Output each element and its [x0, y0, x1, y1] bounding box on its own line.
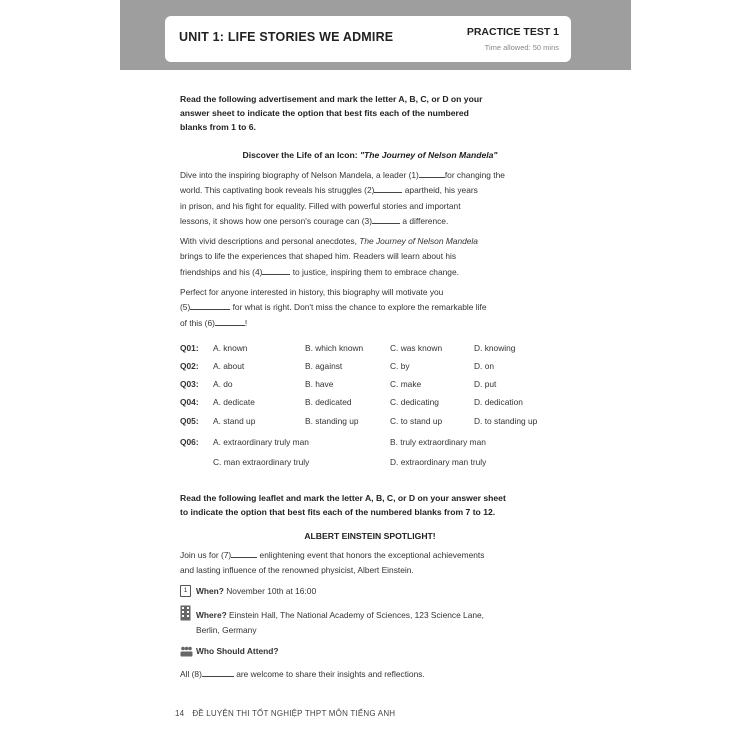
question-row: [180, 361, 580, 379]
para-line: [180, 316, 560, 331]
option-a[interactable]: A. dedicate: [213, 397, 255, 407]
when-label: When?: [196, 586, 224, 596]
instruction-line: answer sheet to indicate the option that best fits each of the numbered: [180, 108, 469, 118]
text: world. This captivating book reveals his struggles (2): [180, 185, 375, 196]
section1-instruction: [180, 92, 560, 134]
book-title-italic: The Journey of Nelson Mandela: [359, 236, 478, 246]
blank-2: [374, 183, 402, 193]
where-value: Einstein Hall, The National Academy of Sciences, 123 Science Lane,: [226, 610, 485, 620]
option-a[interactable]: A. stand up: [213, 416, 256, 426]
unit-title: UNIT 1: LIFE STORIES WE ADMIRE: [179, 30, 394, 44]
instruction-line: Read the following leaflet and mark the letter A, B, C, or D on your answer sheet: [180, 493, 506, 503]
para-line: Perfect for anyone interested in history, this biography will motivate you: [180, 287, 444, 297]
option-c[interactable]: C. man extraordinary truly: [213, 457, 310, 467]
blank-5: [190, 300, 230, 310]
question-row: [180, 379, 580, 397]
who-line: [196, 646, 279, 656]
question-number: Q05:: [180, 416, 199, 426]
header-band: [120, 0, 631, 70]
text: for changing the: [444, 170, 505, 180]
blank-3: [372, 214, 400, 224]
text: With vivid descriptions and personal anecdotes,: [180, 236, 360, 246]
para-line: [180, 234, 560, 249]
text: for what is right. Don't miss the chance to explore the remarkable life: [232, 302, 487, 313]
text: Dive into the inspiring biography of Nelson Mandela, a leader (1): [180, 170, 419, 180]
option-d[interactable]: D. put: [474, 379, 497, 389]
text: to justice, inspiring them to embrace change.: [292, 266, 459, 277]
option-b[interactable]: B. truly extraordinary man: [390, 437, 486, 447]
para-line: [180, 265, 560, 280]
text: a difference.: [402, 215, 449, 226]
blank-1: [419, 168, 445, 178]
para-line: [180, 183, 560, 198]
blank-7: [231, 548, 257, 558]
paragraph-2: [180, 234, 560, 280]
para-line: in prison, and his fight for equality. Filled with powerful stories and important: [180, 200, 461, 211]
option-b[interactable]: B. against: [305, 361, 343, 371]
header-box: [165, 16, 571, 62]
text: lessons, it shows how one person's courage can (3): [180, 215, 372, 226]
option-b[interactable]: B. dedicated: [305, 397, 352, 407]
question-number: Q03:: [180, 379, 199, 389]
page-number: 14: [175, 709, 185, 718]
leaflet-intro: [180, 548, 560, 579]
paragraph-3: [180, 285, 560, 331]
title-italic: "The Journey of Nelson Mandela": [359, 150, 498, 160]
option-b[interactable]: B. which known: [305, 343, 364, 353]
question-row: [180, 416, 580, 434]
option-c[interactable]: C. make: [390, 379, 422, 389]
option-c[interactable]: C. to stand up: [390, 416, 443, 426]
option-c[interactable]: C. dedicating: [390, 397, 439, 407]
text: are welcome to share their insights and reflections.: [236, 669, 425, 679]
test-title: PRACTICE TEST 1: [466, 26, 559, 38]
where-value-2: Berlin, Germany: [196, 625, 257, 635]
blank-4: [262, 265, 290, 275]
text: All (8): [180, 669, 202, 679]
question-number: Q04:: [180, 397, 199, 407]
text: Join us for (7): [180, 550, 232, 560]
blank-8: [202, 667, 234, 677]
option-d[interactable]: D. on: [474, 361, 495, 371]
where-row: [196, 608, 484, 623]
option-a[interactable]: A. known: [213, 343, 248, 353]
text: !: [244, 317, 248, 328]
para-line: [180, 548, 560, 563]
question-number: Q01:: [180, 343, 199, 353]
option-c[interactable]: C. was known: [390, 343, 443, 353]
question-number: Q02:: [180, 361, 199, 371]
option-a[interactable]: A. do: [213, 379, 233, 389]
option-d[interactable]: D. to standing up: [474, 416, 538, 426]
where-label: Where?: [196, 610, 227, 620]
text: enlightening event that honors the exceptional achievements: [259, 550, 485, 560]
para-line: [180, 300, 560, 315]
option-c[interactable]: C. by: [390, 361, 410, 371]
all-line: [180, 667, 425, 679]
question-row: [180, 397, 580, 415]
title-prefix: Discover the Life of an Icon:: [242, 150, 360, 160]
blank-6: [215, 316, 248, 328]
who-label: Who Should Attend?: [196, 646, 279, 656]
paragraph-1: [180, 168, 560, 229]
where-line: [196, 608, 484, 638]
calendar-icon: 1: [180, 585, 191, 597]
option-a[interactable]: A. extraordinary truly man: [213, 437, 309, 447]
option-d[interactable]: D. extraordinary man truly: [390, 457, 487, 467]
option-a[interactable]: A. about: [213, 361, 245, 371]
passage1-title: [160, 150, 580, 160]
passage2-title: ALBERT EINSTEIN SPOTLIGHT!: [304, 531, 436, 541]
text: apartheid, his years: [404, 185, 478, 196]
question-number: Q06:: [180, 437, 199, 447]
para-line: [180, 168, 560, 183]
instruction-line: blanks from 1 to 6.: [180, 122, 256, 132]
text: friendships and his (4): [180, 266, 263, 277]
instruction-line: to indicate the option that best fits each of the numbered blanks from 7 to 12.: [180, 507, 496, 517]
page-footer: [175, 709, 395, 718]
instruction-line: Read the following advertisement and mark the letter A, B, C, or D on your: [180, 94, 483, 104]
time-allowed: Time allowed: 50 mins: [484, 43, 559, 52]
book-title: ĐỀ LUYỆN THI TỐT NGHIỆP THPT MÔN TIẾNG ANH: [192, 709, 396, 718]
para-line: and lasting influence of the renowned physicist, Albert Einstein.: [180, 565, 414, 576]
text: of this (6): [180, 317, 215, 328]
section2-instruction: [180, 491, 560, 519]
option-b[interactable]: B. standing up: [305, 416, 359, 426]
para-line: brings to life the experiences that shaped him. Readers will learn about his: [180, 251, 457, 262]
para-line: [180, 214, 560, 229]
when-line: [196, 586, 316, 596]
option-d[interactable]: D. dedication: [474, 397, 523, 407]
question-row: [180, 437, 580, 455]
question-row: [180, 343, 580, 361]
people-icon: [180, 644, 193, 662]
building-icon: [180, 605, 191, 626]
option-b[interactable]: B. have: [305, 379, 334, 389]
option-d[interactable]: D. knowing: [474, 343, 516, 353]
document-page: [120, 0, 631, 750]
when-value: November 10th at 16:00: [223, 586, 317, 596]
text: (5): [180, 302, 191, 313]
question-row: [180, 457, 580, 475]
